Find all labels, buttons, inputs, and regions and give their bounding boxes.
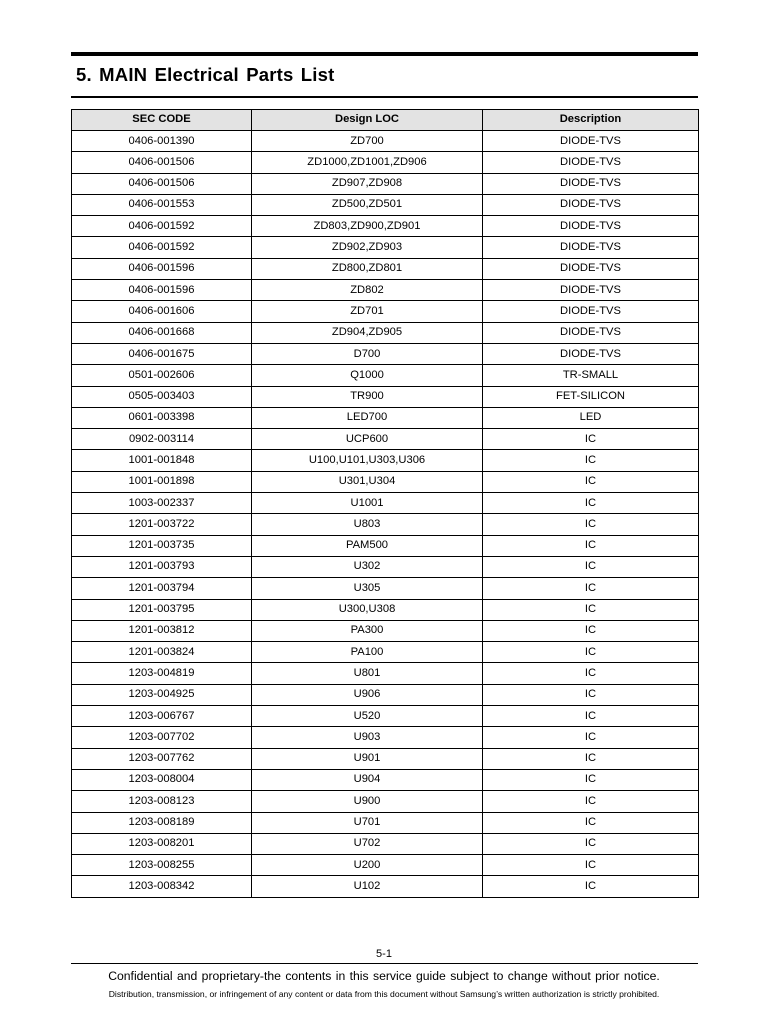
cell-sec-code: 0406-001606 [72, 301, 252, 322]
cell-description: IC [483, 471, 699, 492]
table-row [72, 280, 699, 301]
cell-description: IC [483, 812, 699, 833]
cell-design-loc: U803 [252, 514, 483, 535]
table-row [72, 471, 699, 492]
table-row [72, 322, 699, 343]
cell-design-loc: U301,U304 [252, 471, 483, 492]
cell-description: DIODE-TVS [483, 258, 699, 279]
cell-design-loc: U102 [252, 876, 483, 897]
cell-design-loc: UCP600 [252, 429, 483, 450]
cell-sec-code: 1203-007762 [72, 748, 252, 769]
cell-design-loc: ZD907,ZD908 [252, 173, 483, 194]
cell-design-loc: U100,U101,U303,U306 [252, 450, 483, 471]
table-row [72, 727, 699, 748]
table-row [72, 152, 699, 173]
cell-design-loc: ZD902,ZD903 [252, 237, 483, 258]
section-title: 5. MAIN Electrical Parts List [76, 64, 335, 85]
cell-design-loc: LED700 [252, 407, 483, 428]
table-row [72, 578, 699, 599]
cell-description: IC [483, 663, 699, 684]
cell-description: IC [483, 684, 699, 705]
table-row [72, 663, 699, 684]
cell-sec-code: 0406-001668 [72, 322, 252, 343]
table-row [72, 407, 699, 428]
cell-sec-code: 0406-001596 [72, 258, 252, 279]
title-rule [71, 96, 698, 98]
cell-description: IC [483, 620, 699, 641]
parts-table [71, 109, 699, 898]
cell-design-loc: TR900 [252, 386, 483, 407]
cell-sec-code: 0406-001592 [72, 216, 252, 237]
header-row [72, 110, 699, 131]
cell-design-loc: ZD800,ZD801 [252, 258, 483, 279]
cell-design-loc: U901 [252, 748, 483, 769]
table-row [72, 194, 699, 215]
cell-sec-code: 1201-003824 [72, 642, 252, 663]
cell-sec-code: 0406-001675 [72, 343, 252, 364]
cell-description: IC [483, 706, 699, 727]
cell-design-loc: ZD500,ZD501 [252, 194, 483, 215]
cell-sec-code: 0406-001553 [72, 194, 252, 215]
table-row [72, 706, 699, 727]
cell-description: DIODE-TVS [483, 280, 699, 301]
cell-description: DIODE-TVS [483, 301, 699, 322]
confidential-notice: Confidential and proprietary-the contents in this service guide subject to change without prior notice. [108, 969, 660, 983]
cell-design-loc: ZD1000,ZD1001,ZD906 [252, 152, 483, 173]
cell-description: DIODE-TVS [483, 194, 699, 215]
table-row [72, 791, 699, 812]
cell-design-loc: U701 [252, 812, 483, 833]
cell-description: IC [483, 450, 699, 471]
table-row [72, 514, 699, 535]
cell-design-loc: U702 [252, 833, 483, 854]
table-row [72, 535, 699, 556]
header-description: Description [483, 110, 699, 131]
table-row [72, 365, 699, 386]
cell-sec-code: 0406-001592 [72, 237, 252, 258]
table-row [72, 131, 699, 152]
cell-design-loc: D700 [252, 343, 483, 364]
cell-sec-code: 1203-006767 [72, 706, 252, 727]
cell-description: IC [483, 556, 699, 577]
cell-description: IC [483, 769, 699, 790]
table-row [72, 386, 699, 407]
table-row [72, 450, 699, 471]
page-number: 5-1 [376, 948, 392, 960]
table-row [72, 769, 699, 790]
cell-description: IC [483, 514, 699, 535]
cell-design-loc: ZD802 [252, 280, 483, 301]
table-row [72, 216, 699, 237]
cell-sec-code: 1201-003793 [72, 556, 252, 577]
cell-description: FET-SILICON [483, 386, 699, 407]
cell-description: IC [483, 748, 699, 769]
cell-sec-code: 1001-001898 [72, 471, 252, 492]
cell-design-loc: PA100 [252, 642, 483, 663]
cell-sec-code: 1203-004819 [72, 663, 252, 684]
table-row [72, 556, 699, 577]
table-row [72, 812, 699, 833]
cell-sec-code: 0902-003114 [72, 429, 252, 450]
cell-description: IC [483, 535, 699, 556]
cell-sec-code: 1203-008342 [72, 876, 252, 897]
cell-sec-code: 1201-003722 [72, 514, 252, 535]
cell-design-loc: U801 [252, 663, 483, 684]
cell-description: DIODE-TVS [483, 237, 699, 258]
cell-sec-code: 1003-002337 [72, 493, 252, 514]
cell-description: IC [483, 642, 699, 663]
cell-sec-code: 1203-007702 [72, 727, 252, 748]
cell-design-loc: ZD904,ZD905 [252, 322, 483, 343]
cell-sec-code: 1203-004925 [72, 684, 252, 705]
cell-sec-code: 0505-003403 [72, 386, 252, 407]
cell-design-loc: U903 [252, 727, 483, 748]
table-header [72, 110, 699, 131]
table-row [72, 599, 699, 620]
top-rule [71, 52, 698, 56]
cell-description: DIODE-TVS [483, 131, 699, 152]
cell-sec-code: 1201-003812 [72, 620, 252, 641]
cell-description: LED [483, 407, 699, 428]
cell-design-loc: ZD701 [252, 301, 483, 322]
cell-design-loc: U904 [252, 769, 483, 790]
cell-design-loc: ZD803,ZD900,ZD901 [252, 216, 483, 237]
cell-description: DIODE-TVS [483, 216, 699, 237]
cell-description: DIODE-TVS [483, 173, 699, 194]
cell-design-loc: PA300 [252, 620, 483, 641]
cell-sec-code: 1203-008004 [72, 769, 252, 790]
cell-sec-code: 0501-002606 [72, 365, 252, 386]
header-design-loc: Design LOC [252, 110, 483, 131]
cell-design-loc: U1001 [252, 493, 483, 514]
table-row [72, 493, 699, 514]
cell-sec-code: 0601-003398 [72, 407, 252, 428]
cell-description: DIODE-TVS [483, 322, 699, 343]
cell-description: TR-SMALL [483, 365, 699, 386]
cell-description: IC [483, 599, 699, 620]
table-row [72, 642, 699, 663]
cell-design-loc: U520 [252, 706, 483, 727]
header-sec-code: SEC CODE [72, 110, 252, 131]
cell-sec-code: 1203-008189 [72, 812, 252, 833]
table-body [72, 131, 699, 898]
cell-description: IC [483, 833, 699, 854]
cell-design-loc: Q1000 [252, 365, 483, 386]
cell-sec-code: 1201-003795 [72, 599, 252, 620]
cell-sec-code: 1203-008201 [72, 833, 252, 854]
table-row [72, 258, 699, 279]
cell-design-loc: U305 [252, 578, 483, 599]
table-row [72, 876, 699, 897]
cell-sec-code: 1001-001848 [72, 450, 252, 471]
table-row [72, 301, 699, 322]
cell-design-loc: U302 [252, 556, 483, 577]
table-row [72, 237, 699, 258]
cell-sec-code: 1203-008123 [72, 791, 252, 812]
cell-sec-code: 0406-001506 [72, 152, 252, 173]
cell-design-loc: U300,U308 [252, 599, 483, 620]
cell-description: IC [483, 429, 699, 450]
table-row [72, 343, 699, 364]
table-row [72, 620, 699, 641]
cell-description: IC [483, 493, 699, 514]
table-row [72, 173, 699, 194]
cell-design-loc: PAM500 [252, 535, 483, 556]
cell-description: IC [483, 578, 699, 599]
table-row [72, 429, 699, 450]
cell-description: IC [483, 727, 699, 748]
cell-description: IC [483, 791, 699, 812]
cell-description: DIODE-TVS [483, 152, 699, 173]
cell-sec-code: 1201-003735 [72, 535, 252, 556]
cell-design-loc: U906 [252, 684, 483, 705]
cell-description: IC [483, 876, 699, 897]
cell-sec-code: 0406-001596 [72, 280, 252, 301]
footer-rule [71, 963, 698, 964]
legal-notice: Distribution, transmission, or infringement of any content or data from this document without Samsung’s written authorization is strictly prohibited. [108, 989, 660, 999]
table-row [72, 833, 699, 854]
cell-description: DIODE-TVS [483, 343, 699, 364]
cell-design-loc: ZD700 [252, 131, 483, 152]
cell-sec-code: 0406-001390 [72, 131, 252, 152]
table-row [72, 855, 699, 876]
cell-sec-code: 1201-003794 [72, 578, 252, 599]
cell-sec-code: 1203-008255 [72, 855, 252, 876]
cell-sec-code: 0406-001506 [72, 173, 252, 194]
cell-description: IC [483, 855, 699, 876]
table-row [72, 684, 699, 705]
cell-design-loc: U900 [252, 791, 483, 812]
table-row [72, 748, 699, 769]
cell-design-loc: U200 [252, 855, 483, 876]
